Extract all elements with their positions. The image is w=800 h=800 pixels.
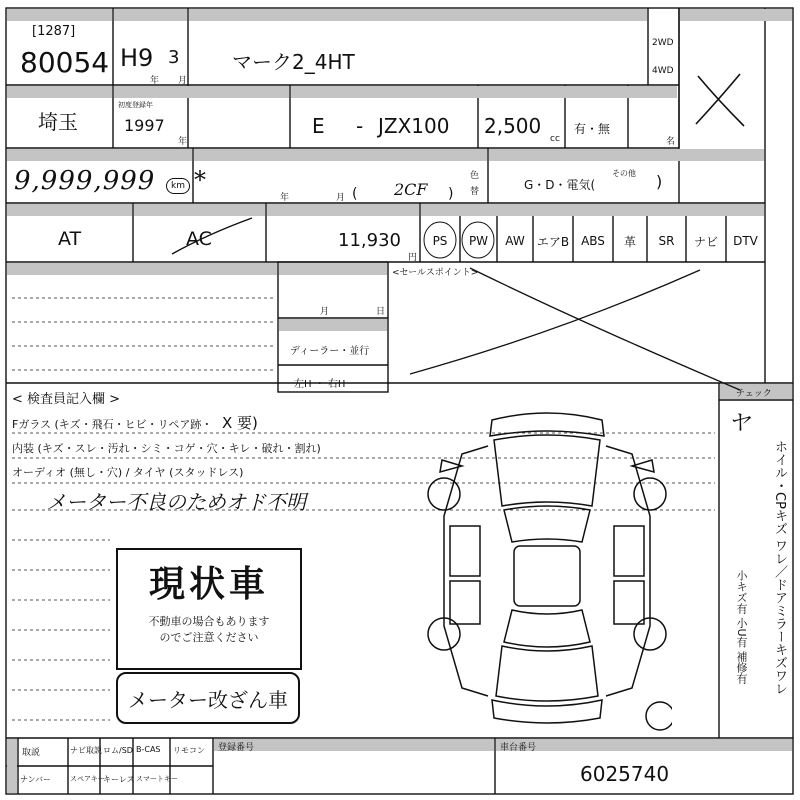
inspector-handwritten-note: メーター不良のためオド不明 (46, 490, 306, 514)
grade-prefix: E (312, 114, 325, 138)
km-badge: km (166, 178, 190, 194)
car-damage-diagram (422, 406, 672, 736)
steering-side: 左H ・ 右H (294, 379, 346, 390)
equip-aw: AW (505, 234, 525, 248)
lot-tag: [1287] (32, 24, 76, 39)
year-unit: 年 (150, 76, 160, 86)
aircon-ac: AC (186, 228, 212, 250)
fuel-close: ) (656, 172, 663, 191)
footer-number-plate: ナンバー (20, 775, 52, 784)
inspection-year-unit: 年 (280, 193, 290, 203)
footer-reg-no-label: 登録番号 (218, 743, 255, 753)
transmission: AT (58, 228, 82, 250)
right-vertical-text-2: 小キズ有 小U有 補修有 (735, 570, 748, 685)
equip-leather: 革 (623, 234, 636, 249)
footer-keyless: キーレス (103, 775, 135, 784)
color-change-label: 替 (470, 187, 480, 197)
color-label: 色 (470, 171, 480, 181)
year-era: H9 (120, 44, 154, 72)
date-month: 月 (320, 307, 330, 317)
color-code: 2CF (394, 180, 428, 199)
equip-airbag: エアB (536, 234, 570, 249)
fuel-other: その他 (612, 169, 636, 178)
footer-remote: リモコン (173, 746, 205, 755)
recycle-fee-yen: 円 (408, 253, 418, 263)
mileage: 9,999,999 (14, 166, 156, 196)
model-code: JZX100 (378, 114, 450, 138)
footer-bcas: B-CAS (136, 745, 161, 754)
month-unit: 月 (178, 76, 188, 86)
color-paren-close: ) (448, 186, 454, 202)
equip-circles (420, 216, 500, 262)
first-reg-year: 1997 (124, 116, 165, 135)
equip-pw: PW (468, 234, 489, 248)
footer-chassis-label: 車台番号 (500, 743, 537, 753)
aircon-option: 有・無 (574, 122, 611, 136)
chassis-number: 6025740 (580, 762, 670, 786)
region: 埼玉 (38, 110, 78, 134)
capacity-unit: 名 (666, 137, 676, 147)
interior-line: 内装 (キズ・スレ・汚れ・シミ・コゲ・穴・キレ・破れ・割れ) (12, 442, 321, 455)
inspection-month-unit: 月 (336, 193, 346, 203)
equip-ps: PS (432, 234, 448, 248)
equip-sunroof: SR (658, 234, 675, 248)
inspector-title: < 検査員記入欄 > (12, 392, 121, 407)
date-day: 日 (376, 307, 386, 317)
dealer-import: ディーラー・並行 (290, 346, 370, 357)
model-dash: - (356, 114, 364, 138)
recycle-fee: 11,930 (338, 230, 401, 251)
footer-manual: 取説 (22, 748, 41, 758)
genjosha-stamp-title: 現状車 (148, 564, 269, 605)
right-vertical-text-1: ホイル・CPキズ ワレ／ドアミラーキズワレ (772, 440, 787, 696)
genjosha-stamp-note1: 不動車の場合もあります (148, 615, 270, 628)
glass-line: Fガラス (キズ・飛石・ヒビ・リペア跡・ (12, 418, 213, 431)
mileage-star: * (194, 166, 206, 194)
footer-smart-key: スマートキー (136, 775, 178, 783)
genjosha-stamp (116, 548, 302, 670)
first-reg-year-unit: 年 (178, 137, 188, 147)
lot-number: 80054 (20, 46, 110, 79)
check-label: チェック (736, 389, 772, 399)
model-name: マーク2_4HT (232, 50, 355, 74)
color-paren-open: ( (352, 186, 358, 202)
ac-strike-mark (168, 214, 258, 260)
cc-unit: cc (550, 134, 560, 144)
footer-spare-key: スペアキー (70, 775, 105, 783)
sales-point-title: <セールスポイント> (392, 268, 479, 278)
score-cross-mark (690, 70, 750, 130)
equip-dtv: DTV (733, 234, 758, 248)
fuel-type: G・D・電気( (524, 178, 596, 192)
audio-tire-line: オーディオ (無し・穴) / タイヤ (スタッドレス) (12, 466, 244, 479)
drive-4wd: 4WD (652, 66, 674, 76)
footer-navi-manual: ナビ取説 (70, 746, 102, 755)
check-mark: ヤ (728, 411, 751, 436)
footer-rom-sd: ロム/SD (103, 746, 133, 755)
drive-2wd: 2WD (652, 38, 674, 48)
sales-point-cross (380, 262, 770, 392)
displacement: 2,500 (484, 114, 542, 138)
first-reg-note: 初度登録年 (118, 101, 153, 109)
month-value: 3 (168, 47, 180, 68)
meter-tampered-stamp: メーター改ざん車 (116, 672, 300, 724)
genjosha-stamp-note2: のでご注意ください (159, 631, 259, 644)
glass-mark: X 要) (222, 414, 258, 432)
equip-navi: ナビ (693, 234, 718, 249)
equip-abs: ABS (581, 234, 605, 248)
